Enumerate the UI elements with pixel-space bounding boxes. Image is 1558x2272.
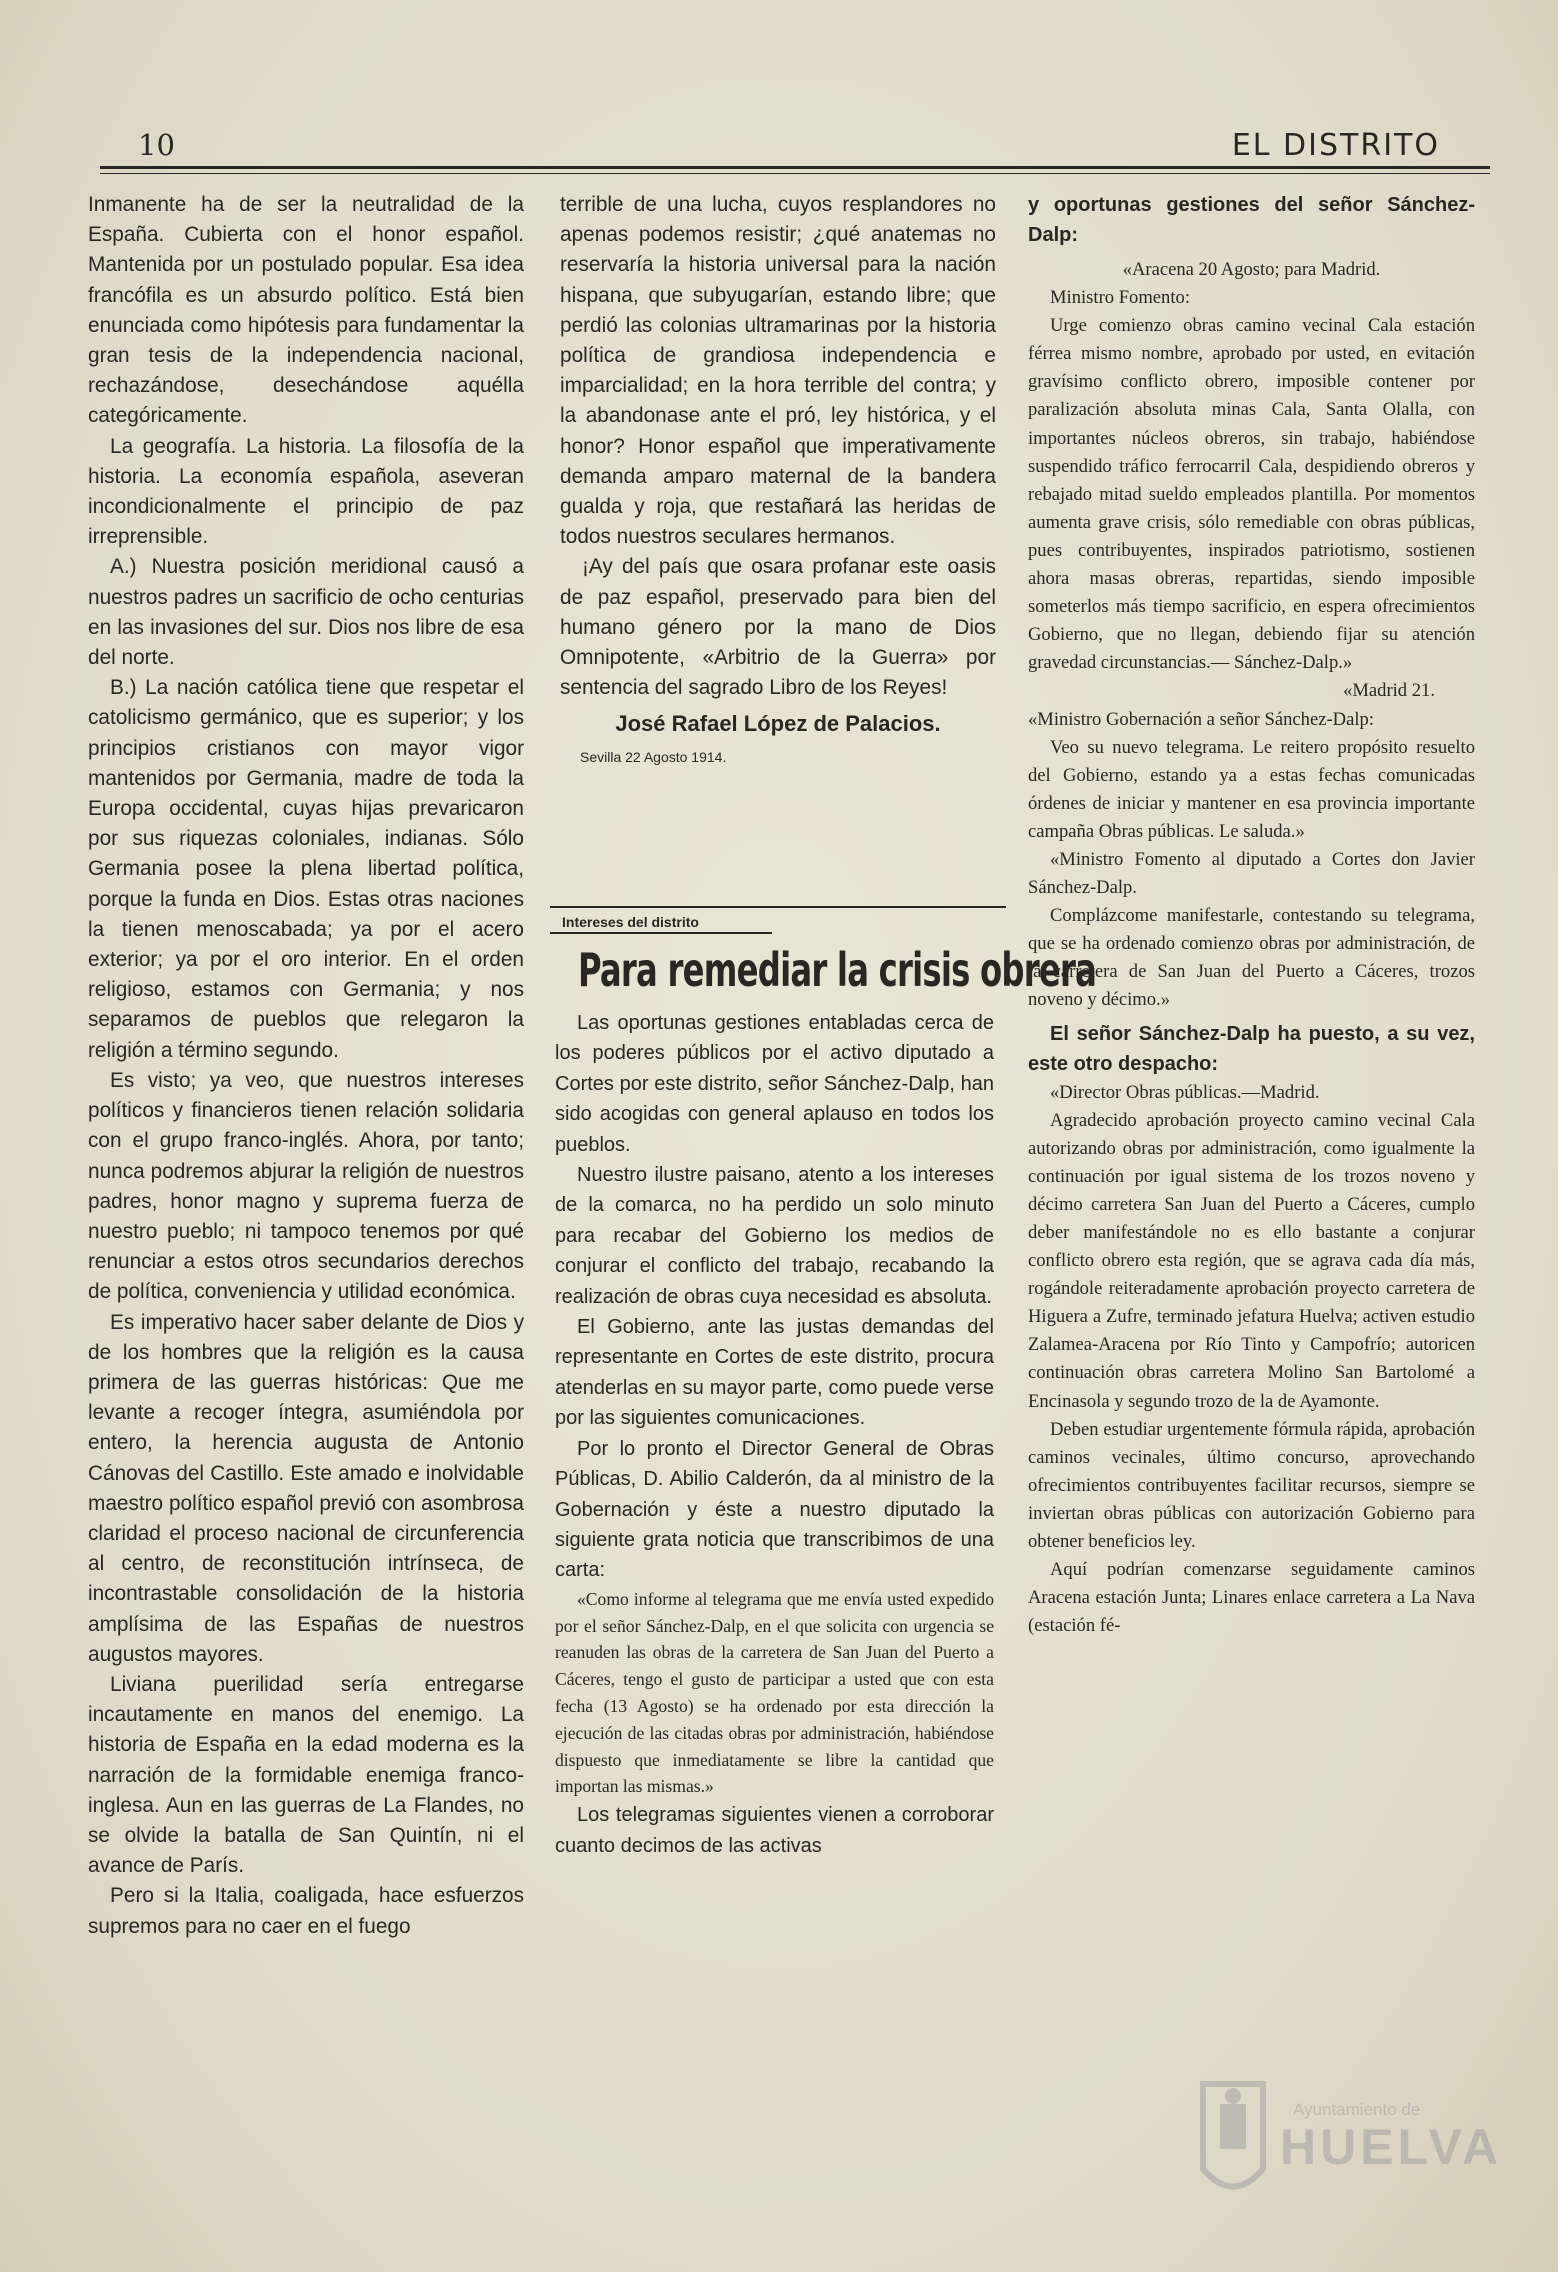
- article-body: [550, 1008, 1006, 1861]
- telegram-body: Deben estudiar urgentemente fórmula rápida, aprobación caminos vecinales, último concurso, aprovechando ofrecimientos contribuyentes facilitar recursos, siempre se inviertan obras públicas con autorización Gobierno para obtener beneficios ley.: [1028, 1418, 1475, 1553]
- archive-watermark: [1198, 2074, 1503, 2214]
- author-signature: José Rafael López de Palacios.: [615, 711, 941, 737]
- paragraph: Pero si la Italia, coaligada, hace esfuerzos supremos para no caer en el fuego: [88, 1884, 524, 1938]
- column-2: [560, 190, 996, 772]
- telegram-header: «Aracena 20 Agosto; para Madrid.: [1122, 259, 1381, 280]
- paragraph: La geografía. La historia. La filosofía de la historia. La economía española, aseveran incondicionalmente el principio de paz irreprensible.: [88, 434, 524, 549]
- paragraph: Los telegramas siguientes vienen a corroborar cuanto decimos de las activas: [555, 1804, 994, 1857]
- dateline: Sevilla 22 Agosto 1914.: [580, 748, 727, 765]
- paragraph: Las oportunas gestiones entabladas cerca de los poderes públicos por el activo diputado a Cortes por este distrito, señor Sánchez-Dalp, han sido acogidas con general aplauso en todos los pueblos.: [555, 1012, 994, 1156]
- article-block: [550, 898, 1097, 1861]
- paragraph: ¡Ay del país que osara profanar este oasis de paz español, preservado para bien del humano género por la mano de Dios Omnipotente, «Arbitrio de la Guerra» por sentencia del sagrado Libro de los Reyes!: [560, 555, 996, 700]
- header-rule: [100, 166, 1490, 169]
- header-rule-thin: [100, 173, 1490, 174]
- column-1: [88, 190, 524, 1942]
- telegram-header: «Madrid 21.: [1343, 680, 1435, 702]
- paragraph: A.) Nuestra posición meridional causó a nuestros padres un sacrificio de ocho centurias en las invasiones del sur. Dios nos libre de esa del norte.: [88, 555, 524, 670]
- section-divider: [550, 906, 1006, 908]
- quoted-letter: «Como informe al telegrama que me envía usted expedido por el señor Sánchez-Dalp, en el que solicita con urgencia se reanuden las obras de la carretera de San Juan del Puerto a Cáceres, tengo el gusto de participar a usted que con esta fecha (13 Agosto) se ha ordenado por esta dirección la ejecución de las citadas obras por administración, habiéndose dispuesto que inmediatamente se libre la cantidad que importan las mismas.»: [555, 1588, 994, 1797]
- paragraph: Liviana puerilidad sería entregarse incautamente en manos del enemigo. La historia de España en la edad moderna es la narración de la formidable enemiga franco-inglesa. Aun en las guerras de La Flandes, no se olvide la batalla de San Quintín, ni el avance de París.: [88, 1672, 524, 1878]
- telegram-recipient: Ministro Fomento:: [1050, 287, 1190, 309]
- telegram-recipient: «Director Obras públicas.—Madrid.: [1050, 1081, 1320, 1103]
- telegram-recipient: «Ministro Fomento al diputado a Cortes don Javier Sánchez-Dalp.: [1028, 848, 1475, 899]
- paragraph: Inmanente ha de ser la neutralidad de la España. Cubierta con el honor español. Mantenida por un postulado popular. Esa idea francófila es un absurdo político. Está bien enunciada como hipótesis para fundamentar la gran tesis de la independencia nacional, rechazándose, desechándose aquélla categóricamente.: [88, 193, 524, 428]
- telegram-body: Veo su nuevo telegrama. Le reitero propósito resuelto del Gobierno, estando ya a estas fechas comunicadas órdenes de iniciar y mantener en esa provincia importante campaña Obras públicas. Le saluda.»: [1028, 736, 1475, 842]
- section-tag: Intereses del distrito: [550, 914, 772, 934]
- telegram-body: Aquí podrían comenzarse seguidamente caminos Aracena estación Junta; Linares enlace carretera a La Nava (estación fé-: [1028, 1559, 1475, 1637]
- telegram-body: Agradecido aprobación proyecto camino vecinal Cala autorizando obras por administración, como igualmente la continuación por igual sistema de los trozos noveno y décimo carretera San Juan del Puerto a Cáceres, cumplo deber manifestándole no es ello bastante a conjurar conflicto obrero esta región, que se agrava cada día más, rogándole reiteradamente aprobación proyecto carretera de Higuera a Zufre, terminado jefatura Huelva; activen estudio Zalamea-Aracena por Río Tinto y Campofrío; autoricen continuación obras carretera Molino San Bartolomé a Encinasola y segundo trozo de la de Ayamonte.: [1028, 1109, 1475, 1412]
- column-3: [1028, 190, 1475, 1640]
- telegram-body: Urge comienzo obras camino vecinal Cala estación férrea mismo nombre, aprobado por usted, en evitación gravísimo conflicto obrero, imposible contener por paralización absoluta minas Cala, Santa Olalla, con importantes núcleos obreros, sin trabajo, habiéndose suspendido tráfico ferrocarril Cala, despidiendo obreros y rebajado mitad sueldo empleados plantilla. Por momentos aumenta grave crisis, sólo remediable con obras públicas, pues contribuyentes, inspirados patriotismo, sostienen ahora masas obreras, repartidas, siendo imposible someterlos más tiempo sacrificio, en espera ofrecimientos Gobierno, que no llegan, debiendo fijar su atención gravedad circunstancias.— Sánchez-Dalp.»: [1028, 315, 1475, 674]
- paragraph: terrible de una lucha, cuyos resplandores no apenas podemos resistir; ¿qué anatemas no reservaría la historia universal para la nación hispana, que subyugarían, estando libre; que perdió las colonias ultramarinas por la historia política de grandiosa independencia e imparcialidad; en la hora terrible del contra; y la abandonase ante el pró, ley histórica, y el honor? Honor español que imperativamente demanda amparo maternal de la bandera gualda y roja, que restañará las heridas de todos nuestros seculares hermanos.: [560, 193, 996, 549]
- page-header: [100, 122, 1490, 182]
- paragraph: B.) La nación católica tiene que respetar el catolicismo germánico, que es superior; y los principios cristianos con mayor vigor mantenidos por Germania, madre de toda la Europa occidental, cuyas hijas prevaricaron por sus riquezas coloniales, indianas. Sólo Germania posee la plena libertad política, porque la funda en Dios. Estas otras naciones la tienen menoscabada; ya por el acero exterior; ya por el oro interior. En el orden religioso, estamos con Germania; y nos separamos de pueblos que relegaron la religión a término segundo.: [88, 676, 524, 1062]
- paragraph: y oportunas gestiones del señor Sánchez-Dalp:: [1028, 194, 1475, 246]
- article-headline: Para remediar la crisis obrera: [578, 943, 1097, 997]
- telegram-body: Complázcome manifestarle, contestando su telegrama, que se ha ordenado comienzo obras por administración, de la carretera de San Juan del Puerto a Cáceres, trozos noveno y décimo.»: [1028, 905, 1475, 1011]
- paragraph: El señor Sánchez-Dalp ha puesto, a su vez, este otro despacho:: [1028, 1022, 1475, 1075]
- paragraph: Por lo pronto el Director General de Obras Públicas, D. Abilio Calderón, da al ministro de la Gobernación y éste a nuestro diputado la siguiente grata noticia que transcribimos de una carta:: [555, 1437, 994, 1582]
- telegram-recipient: «Ministro Gobernación a señor Sánchez-Dalp:: [1028, 708, 1374, 730]
- paragraph: El Gobierno, ante las justas demandas del representante en Cortes de este distrito, procura atenderlas en su mayor parte, como puede verse por las siguientes comunicaciones.: [555, 1316, 994, 1430]
- watermark-line-1: Ayuntamiento de: [1293, 2100, 1421, 2119]
- page-number: 10: [138, 128, 175, 162]
- paragraph: Es visto; ya veo, que nuestros intereses políticos y financieros tienen relación solidaria con el grupo franco-inglés. Ahora, por tanto; nunca podremos abjurar la religión de nuestros padres, honor magno y suprema fuerza de nuestro pueblo; ni tampoco tenemos por qué renunciar a estos otros secundarios derechos de política, conveniencia y utilidad económica.: [88, 1068, 524, 1304]
- paragraph: Nuestro ilustre paisano, atento a los intereses de la comarca, no ha perdido un solo minuto para recabar del Gobierno los medios de conjurar el conflicto del trabajo, recabando la realización de obras cuya necesidad es absoluta.: [555, 1164, 994, 1308]
- watermark-line-2: HUELVA: [1280, 2119, 1503, 2175]
- newspaper-title: EL DISTRITO: [1231, 128, 1440, 163]
- paragraph: Es imperativo hacer saber delante de Dios y de los hombres que la religión es la causa primera de las guerras históricas: Que me levante a recoger íntegra, asumiéndola por entero, la herencia augusta de Antonio Cánovas del Castillo. Este amado e inolvidable maestro político español previó con asombrosa claridad el proceso nacional de circunferencia al centro, de reconstitución intrínseca, de incontrastable consolidación de la historia amplísima de las Españas de nuestros augustos mayores.: [88, 1310, 524, 1666]
- coat-of-arms-icon: [1198, 2074, 1268, 2204]
